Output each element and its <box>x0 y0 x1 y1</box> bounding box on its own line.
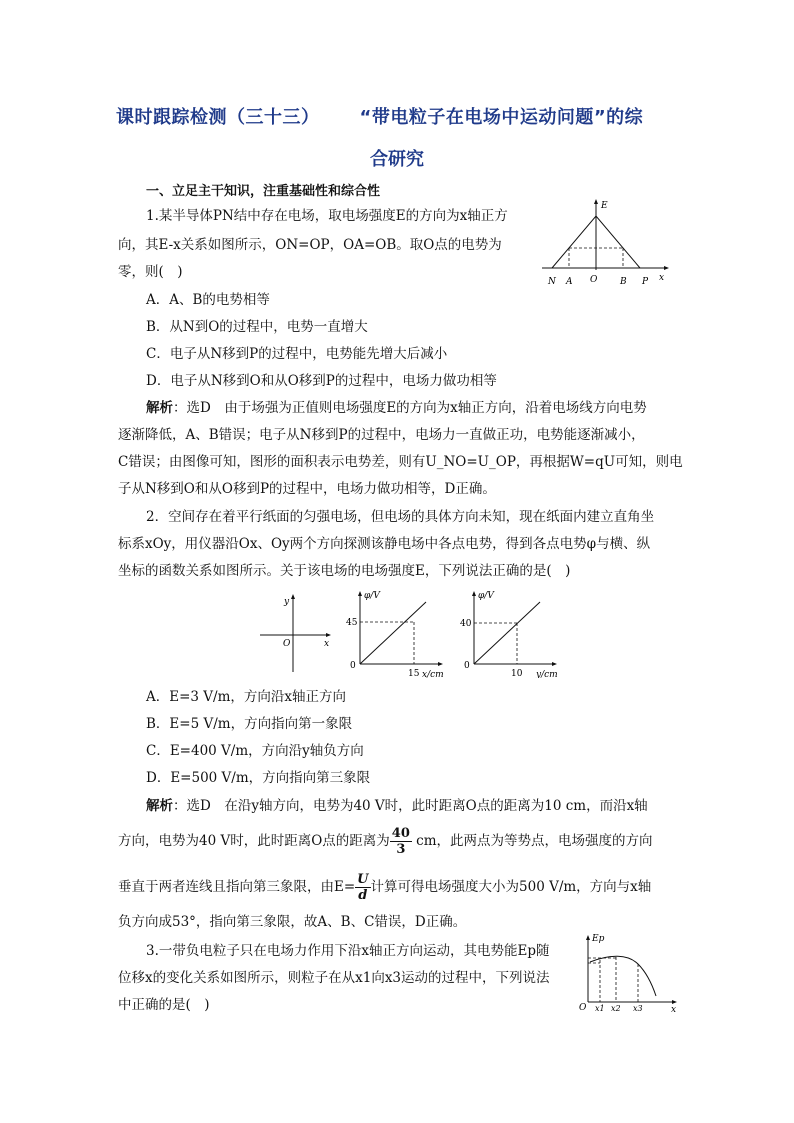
section-heading: 一、立足主干知识，注重基础性和综合性 <box>146 184 381 199</box>
q1-stem-line-1: 1.某半导体PN结中存在电场，取电场强度E的方向为x轴正方 <box>146 208 508 224</box>
q2-solution-line-1 <box>146 796 648 816</box>
q2-right-origin: 0 <box>464 661 470 671</box>
fraction-u-over-d <box>355 872 370 903</box>
q2-solution-text-2b: cm，此两点为等势点，电场强度的方向 <box>411 833 653 849</box>
q2-solution-label: 解析 <box>146 798 173 814</box>
title-part-2: “带电粒子在电场中运动问题”的综 <box>359 107 644 128</box>
q1-label-p: P <box>642 277 649 287</box>
q2-left-xlabel: x/cm <box>422 670 444 678</box>
q2-right-ylabel: φ/V <box>478 591 494 601</box>
q1-figure <box>538 196 670 288</box>
q3-label-ep: Ep <box>592 934 605 944</box>
q1-option-a[interactable]: A．A、B的电势相等 <box>146 292 270 308</box>
q2-solution-text-1: ：选D 在沿y轴方向，电势为40 V时，此时距离O点的距离为10 cm，而沿x轴 <box>173 798 648 814</box>
q3-label-x: x <box>671 1005 677 1014</box>
page-title <box>116 103 696 129</box>
q1-solution-text-1: ：选D 由于场强为正值则电场强度E的方向为x轴正方向，沿着电场线方向电势 <box>173 400 647 416</box>
q1-solution-label: 解析 <box>146 400 173 416</box>
q3-stem-line-2: 位移x的变化关系如图所示，则粒子在从x1向x3运动的过程中，下列说法 <box>118 970 550 986</box>
q2-solution-text-2a: 方向，电势为40 V时，此时距离O点的距离为 <box>118 833 390 849</box>
fraction-u-over-d-denominator: d <box>358 888 368 903</box>
q2-axis-y-label: y <box>284 597 290 607</box>
q2-left-origin: 0 <box>350 661 356 671</box>
q2-phi-y-figure <box>456 586 566 678</box>
q2-stem-line-1: 2．空间存在着平行纸面的匀强电场，但电场的具体方向未知，现在纸面内建立直角坐 <box>146 509 655 525</box>
q2-axis-x-label: x <box>324 639 330 649</box>
q2-left-ylabel: φ/V <box>364 591 380 601</box>
q2-right-xval: 10 <box>511 669 523 678</box>
q3-label-x2: x2 <box>611 1004 621 1013</box>
q1-label-x: x <box>659 273 665 283</box>
q1-option-c[interactable]: C．电子从N移到P的过程中，电势能先增大后减小 <box>146 346 448 362</box>
q3-stem-line-1: 3.一带负电粒子只在电场力作用下沿x轴正方向运动，其电势能Ep随 <box>146 943 550 959</box>
q3-label-x1: x1 <box>595 1004 605 1013</box>
q2-left-yval: 45 <box>346 618 358 628</box>
q2-right-yval: 40 <box>460 619 472 629</box>
q2-solution-text-3b: 计算可得电场强度大小为500 V/m，方向与x轴 <box>370 879 652 895</box>
q1-solution-line-3: C错误；由图像可知，图形的面积表示电势差，则有U_NO=U_OP，再根据W=qU可知，则电 <box>118 454 683 470</box>
q2-solution-line-4: 负方向成53°，指向第三象限，故A、B、C错误，D正确。 <box>118 914 467 930</box>
q1-option-b[interactable]: B．从N到O的过程中，电势一直增大 <box>146 319 368 335</box>
q3-stem-line-3: 中正确的是( ) <box>118 997 210 1013</box>
title-part-1: 课时跟踪检测（三十三） <box>116 107 320 128</box>
q2-solution-text-3a: 垂直于两者连线且指向第三象限，由E= <box>118 879 356 895</box>
q2-stem-line-3: 坐标的函数关系如图所示。关于该电场的电场强度E，下列说法正确的是( ) <box>118 563 571 579</box>
q1-label-a: A <box>566 277 573 287</box>
q2-axes-figure <box>256 590 336 674</box>
q2-axis-origin-label: O <box>283 639 291 649</box>
page-title-line-2: 合研究 <box>370 149 424 170</box>
q1-label-e: E <box>601 201 608 211</box>
fraction-40-over-3 <box>390 826 412 857</box>
q1-stem-line-3: 零，则( ) <box>118 264 183 280</box>
q2-option-d[interactable]: D．E=500 V/m，方向指向第三象限 <box>146 770 371 786</box>
q3-label-x3: x3 <box>633 1004 643 1013</box>
q2-solution-line-3 <box>118 872 651 903</box>
q2-right-xlabel: y/cm <box>536 670 558 678</box>
q1-solution-line-1 <box>146 398 647 418</box>
q1-stem-line-2: 向，其E-x关系如图所示，ON=OP，OA=OB。取O点的电势为 <box>118 237 502 253</box>
q3-figure <box>576 930 680 1014</box>
q2-option-b[interactable]: B．E=5 V/m，方向指向第一象限 <box>146 716 353 732</box>
fraction-40-over-3-numerator: 40 <box>391 826 410 841</box>
q2-option-c[interactable]: C．E=400 V/m，方向沿y轴负方向 <box>146 743 364 759</box>
q1-label-o: O <box>590 275 598 285</box>
q2-left-xval: 15 <box>408 669 420 678</box>
q3-label-o: O <box>579 1003 587 1013</box>
q2-stem-line-2: 标系xOy，用仪器沿Ox、Oy两个方向探测该静电场中各点电势，得到各点电势φ与横、纵 <box>118 536 651 552</box>
q2-solution-line-2 <box>118 826 653 857</box>
q1-solution-line-4: 子从N移到O和从O移到P的过程中，电场力做功相等，D正确。 <box>118 481 496 497</box>
q2-option-a[interactable]: A．E=3 V/m，方向沿x轴正方向 <box>146 689 347 705</box>
q2-phi-x-figure <box>342 586 452 678</box>
q1-solution-line-2: 逐渐降低，A、B错误；电子从N移到P的过程中，电场力一直做正功，电势能逐渐减小， <box>118 427 645 443</box>
q1-label-b: B <box>620 277 627 287</box>
q1-option-d[interactable]: D．电子从N移到O和从O移到P的过程中，电场力做功相等 <box>146 373 497 389</box>
q1-label-n: N <box>548 277 556 287</box>
fraction-40-over-3-denominator: 3 <box>396 842 406 857</box>
fraction-u-over-d-numerator: U <box>357 872 369 887</box>
